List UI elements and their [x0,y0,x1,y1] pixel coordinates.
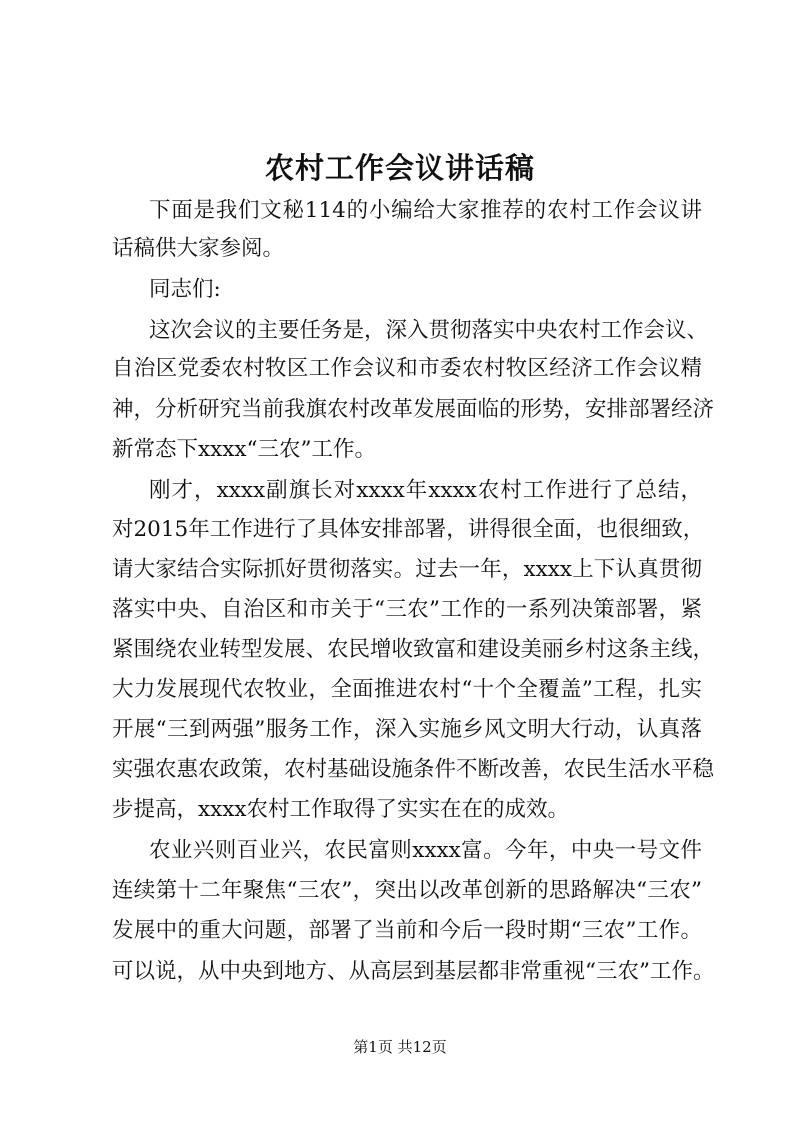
paragraph-line: 农业兴则百业兴，农民富则xxxx富。今年，中央一号文件 [149,838,702,863]
paragraph-line: 这次会议的主要任务是，深入贯彻落实中央农村工作会议、 [149,318,709,343]
paragraph-line: 开展“三到两强”服务工作，深入实施乡风文明大行动，认真落 [112,717,702,742]
paragraph-line: 紧围绕农业转型发展、农民增收致富和建设美丽乡村这条主线， [112,637,715,662]
paragraph-line: 连续第十二年聚焦“三农”，突出以改革创新的思路解决“三农” [112,878,702,903]
paragraph-line: 话稿供大家参阅。 [112,236,285,261]
paragraph-line: 请大家结合实际抓好贯彻落实。过去一年，xxxx上下认真贯彻 [112,557,702,582]
paragraph-line: 落实中央、自治区和市关于“三农”工作的一系列决策部署，紧 [112,597,702,622]
paragraph-line: 新常态下xxxx“三农”工作。 [112,437,376,462]
page-number-footer: 第1页 共12页 [353,1038,447,1056]
paragraph-line: 发展中的重大问题，部署了当前和今后一段时期“三农”工作。 [112,918,702,943]
paragraph-line: 大力发展现代农牧业，全面推进农村“十个全覆盖”工程，扎实 [112,677,702,702]
paragraph-line: 同志们: [149,277,221,302]
paragraph-line: 刚才，xxxx副旗长对xxxx年xxxx农村工作进行了总结， [149,478,702,503]
paragraph-line: 可以说，从中央到地方、从高层到基层都非常重视“三农”工作。 [112,959,715,984]
paragraph-line: 下面是我们文秘114的小编给大家推荐的农村工作会议讲 [149,198,702,223]
paragraph-line: 自治区党委农村牧区工作会议和市委农村牧区经济工作会议精 [112,356,702,381]
paragraph-line: 神，分析研究当前我旗农村改革发展面临的形势，安排部署经济 [112,397,715,422]
document-title: 农村工作会议讲话稿 [264,151,535,185]
paragraph-line: 实强农惠农政策，农村基础设施条件不断改善，农民生活水平稳 [112,757,715,782]
paragraph-line: 步提高，xxxx农村工作取得了实实在在的成效。 [112,797,570,822]
paragraph-line: 对2015年工作进行了具体安排部署，讲得很全面，也很细致， [112,517,705,542]
